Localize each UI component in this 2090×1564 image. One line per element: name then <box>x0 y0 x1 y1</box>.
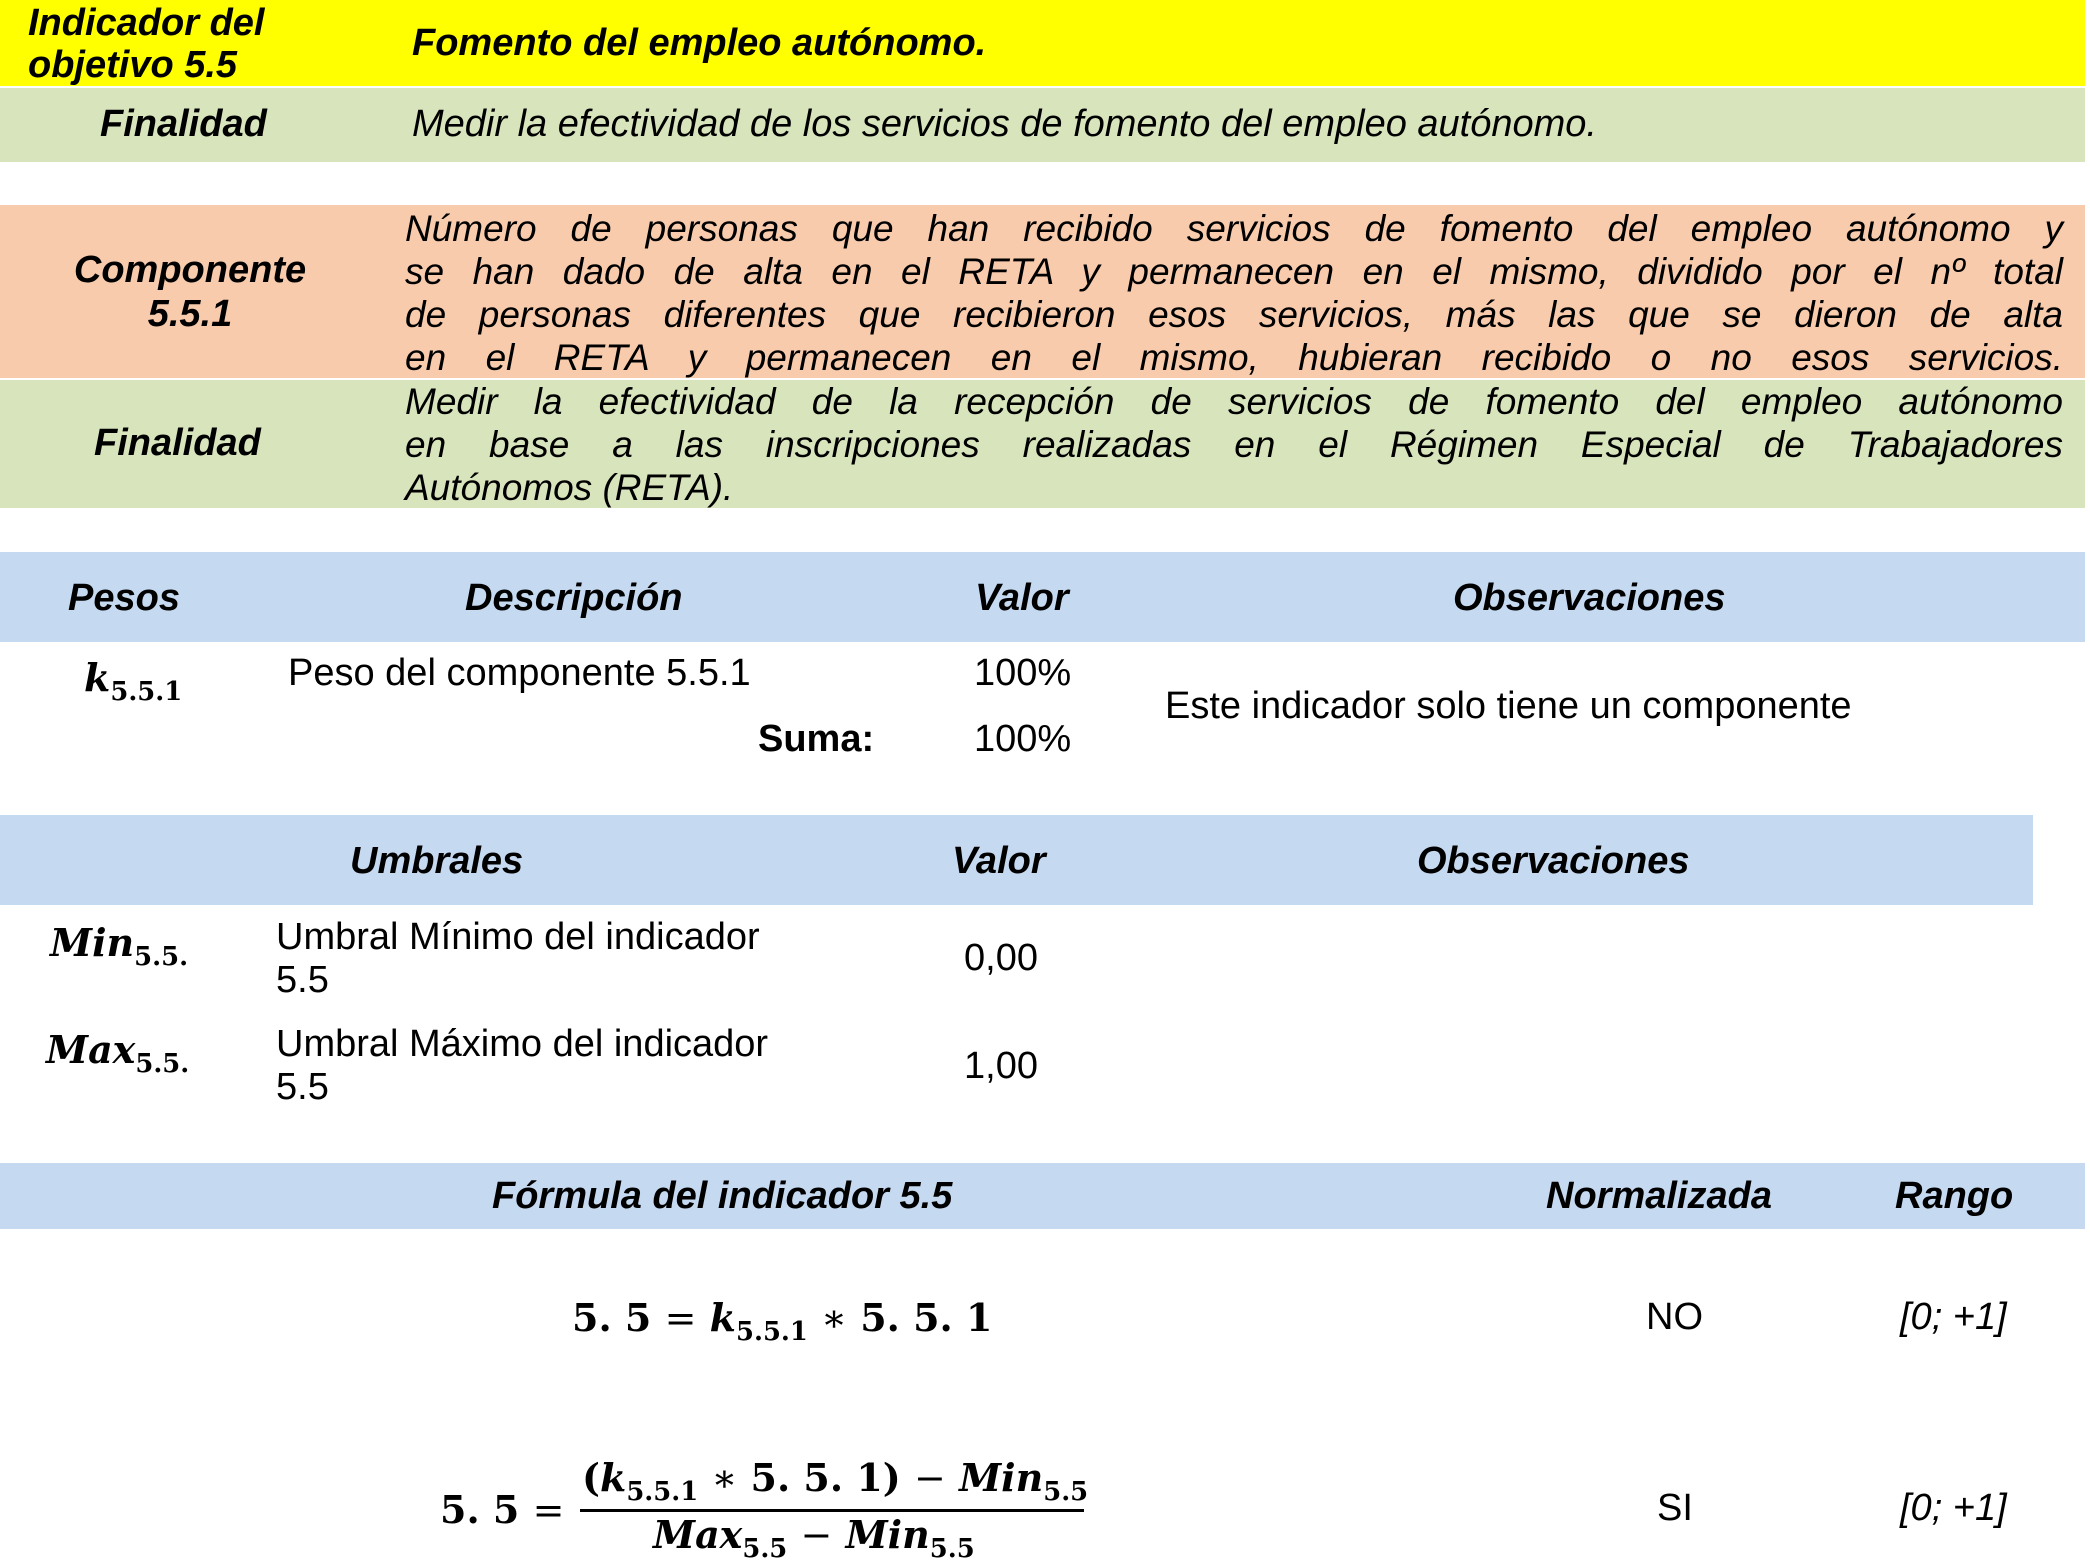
weight-sum-value: 100% <box>974 718 1072 760</box>
threshold-min-description-line1: Umbral Mínimo del indicador <box>276 916 760 958</box>
weights-header-observaciones: Observaciones <box>1453 577 1726 619</box>
objective-title: Fomento del empleo autónomo. <box>412 22 987 64</box>
formula-numerator-min: Min <box>959 1455 1044 1500</box>
component-description <box>405 207 2063 379</box>
component-description-line: se han dado de alta en el RETA y permanecen en el mismo, dividido por el nº total <box>405 251 2063 292</box>
component-purpose-line: en base a las inscripciones realizadas en el Régimen Especial de Trabajadores <box>405 424 2063 465</box>
formula-numerator-min-sub: 5.5 <box>1043 1477 1089 1508</box>
objective-purpose-text: Medir la efectividad de los servicios de fomento del empleo autónomo. <box>412 103 1597 145</box>
weight-symbol <box>84 655 182 707</box>
threshold-max-description <box>276 1023 768 1109</box>
weight-value: 100% <box>974 652 1072 694</box>
formula-denominator-min: Min <box>845 1512 930 1557</box>
formula-normalized-lhs <box>440 1487 564 1532</box>
formula-simple-k: k <box>709 1295 736 1340</box>
formula-numerator-op: ∗ <box>711 1456 738 1500</box>
component-label <box>0 248 380 336</box>
formula-normalized-numerator <box>582 1455 1088 1507</box>
formula-normalized-lhs-text: 5. 5 <box>440 1487 520 1532</box>
component-label-line2: 5.5.1 <box>147 293 233 335</box>
formula-denominator-max: Max <box>653 1512 743 1557</box>
threshold-max-description-line1: Umbral Máximo del indicador <box>276 1023 769 1065</box>
formula-simple-rhs: 5. 5. 1 <box>860 1295 993 1340</box>
objective-purpose-label: Finalidad <box>100 103 267 145</box>
formula-numerator-k: k <box>599 1455 627 1500</box>
formula-header-formula: Fórmula del indicador 5.5 <box>492 1175 953 1217</box>
formula-normalized-range: [0; +1] <box>1900 1487 2007 1529</box>
formula-simple-range: [0; +1] <box>1900 1296 2007 1338</box>
formula-normalized-eq: = <box>532 1488 565 1532</box>
formula-denominator-minus: − <box>800 1513 833 1557</box>
formula-header-rango: Rango <box>1895 1175 2014 1217</box>
objective-row <box>0 0 2085 86</box>
formula-simple-eq: = <box>664 1296 697 1340</box>
formula-denominator-min-sub: 5.5 <box>929 1534 975 1564</box>
weight-observation: Este indicador solo tiene un componente <box>1165 685 1852 727</box>
formula-numerator-open: ( <box>582 1455 600 1500</box>
formula-simple-lhs: 5. 5 <box>572 1295 652 1340</box>
component-description-line: de personas diferentes que recibieron esos servicios, más las que se dieron de alta <box>405 294 2063 335</box>
formula-header <box>0 1163 2085 1229</box>
weights-header-pesos: Pesos <box>68 577 180 619</box>
weights-header-valor: Valor <box>975 577 1069 619</box>
formula-normalized-flag: SI <box>1657 1487 1693 1529</box>
component-purpose-text <box>405 380 2063 509</box>
formula-numerator-comp: 5. 5. 1 <box>750 1455 883 1500</box>
component-label-line1: Componente <box>73 249 307 291</box>
component-purpose-label: Finalidad <box>94 422 261 464</box>
thresholds-header-valor: Valor <box>952 840 1046 882</box>
threshold-max-symbol <box>46 1027 189 1079</box>
threshold-min-description-line2: 5.5 <box>276 959 329 1001</box>
component-purpose-line: Autónomos (RETA). <box>405 467 734 508</box>
formula-numerator-minus: − <box>914 1456 946 1500</box>
objective-label <box>28 2 264 86</box>
objective-label-line1: Indicador del <box>28 2 265 44</box>
formula-simple-normalized: NO <box>1646 1296 1703 1338</box>
component-purpose-line: Medir la efectividad de la recepción de servicios de fomento del empleo autónomo <box>405 381 2063 422</box>
threshold-min-description <box>276 916 760 1002</box>
threshold-max-symbol-sub: 5.5. <box>135 1049 190 1080</box>
formula-simple <box>572 1295 992 1347</box>
formula-header-normalizada: Normalizada <box>1546 1175 1772 1217</box>
objective-label-line2: objetivo 5.5 <box>28 44 238 86</box>
weight-symbol-sub: 5.5.1 <box>110 677 183 708</box>
threshold-max-symbol-text: Max <box>46 1027 136 1072</box>
formula-numerator-close: ) <box>882 1455 901 1500</box>
weight-sum-label: Suma: <box>758 718 875 760</box>
weights-header-descripcion: Descripción <box>465 577 683 619</box>
threshold-max-description-line2: 5.5 <box>276 1066 329 1108</box>
formula-simple-k-sub: 5.5.1 <box>736 1317 808 1348</box>
threshold-min-value: 0,00 <box>964 937 1038 979</box>
component-description-line: en el RETA y permanecen en el mismo, hubieran recibido o no esos servicios. <box>405 337 2063 378</box>
threshold-min-symbol-sub: 5.5. <box>134 942 189 973</box>
formula-numerator-k-sub: 5.5.1 <box>626 1477 699 1508</box>
threshold-max-value: 1,00 <box>964 1045 1038 1087</box>
formula-normalized-denominator <box>653 1512 975 1564</box>
thresholds-header-umbrales: Umbrales <box>350 840 524 882</box>
weight-symbol-k: k <box>84 655 111 700</box>
thresholds-header-observaciones: Observaciones <box>1417 840 1690 882</box>
component-description-line: Número de personas que han recibido servicios de fomento del empleo autónomo y <box>405 208 2063 249</box>
threshold-min-symbol-text: Min <box>50 920 135 965</box>
formula-denominator-max-sub: 5.5 <box>742 1534 788 1564</box>
formula-simple-op: ∗ <box>821 1296 847 1340</box>
threshold-min-symbol <box>50 920 188 972</box>
weight-description: Peso del componente 5.5.1 <box>288 652 751 694</box>
